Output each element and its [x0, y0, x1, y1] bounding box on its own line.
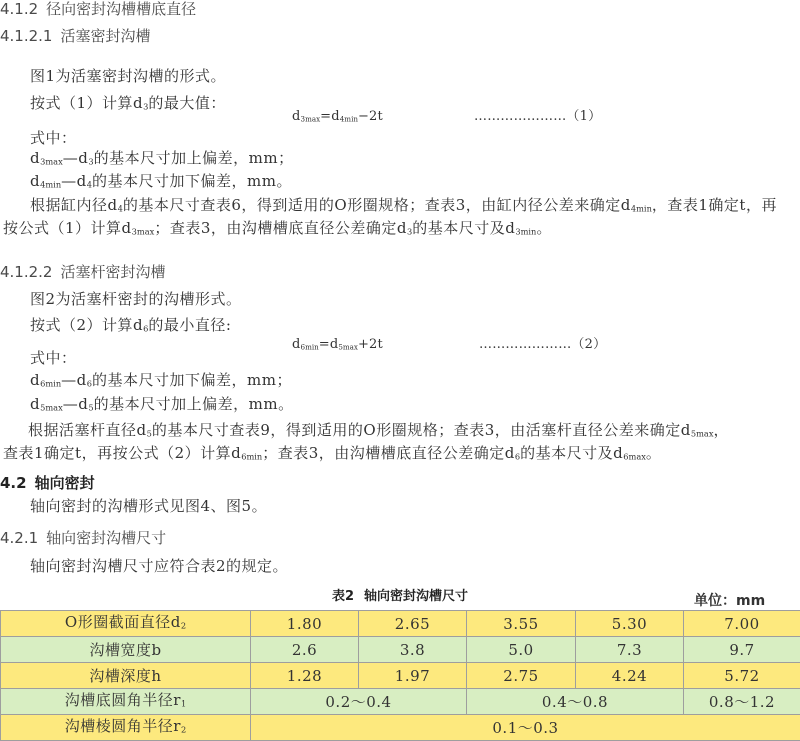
- table-cell: 7.3: [576, 637, 684, 663]
- subscript: 5max: [691, 429, 714, 439]
- subscript: 3: [407, 227, 412, 237]
- table-cell: 5.30: [576, 611, 684, 637]
- subscript: 4min: [340, 114, 358, 123]
- section-number: 4.1.2.2: [0, 263, 52, 281]
- table-cell: 9.7: [684, 637, 800, 663]
- section-heading-4-2: [0, 473, 95, 493]
- text-run: 沟槽深度h: [89, 667, 161, 685]
- where-label: 式中：: [30, 348, 77, 368]
- subscript: 4: [87, 180, 92, 190]
- subscript: 1: [181, 698, 186, 708]
- formula-1-number: …………………（1）: [474, 107, 601, 127]
- subscript: 3max: [132, 227, 155, 237]
- subscript: 5max: [338, 342, 358, 351]
- formula-2: [292, 335, 383, 357]
- row-label: [1, 611, 251, 637]
- paragraph-procedure-line-1: [30, 195, 777, 219]
- section-title: 轴向密封: [35, 474, 95, 492]
- text-run: 按式（1）计算d: [30, 94, 143, 112]
- section-heading-4-1-2-2: [0, 262, 166, 282]
- text-run: =d: [320, 109, 340, 124]
- subscript: 6: [515, 452, 520, 462]
- table-cell: 1.97: [359, 663, 467, 689]
- text-run: 的基本尺寸查表6，得到适用的O形圈规格；查表3，由缸内径公差来确定d: [123, 196, 631, 214]
- table-cell: 0.8～1.2: [684, 689, 800, 715]
- text-run: 根据活塞杆直径d: [28, 421, 147, 439]
- groove-dimension-table: [0, 610, 800, 741]
- table-cell: 2.75: [467, 663, 576, 689]
- paragraph-table-reference: 轴向密封沟槽尺寸应符合表2的规定。: [30, 556, 288, 576]
- paragraph-figure-1-intro: 图1为活塞密封沟槽的形式。: [30, 66, 226, 86]
- table-number: 表2: [332, 589, 354, 604]
- subscript: 3max: [301, 114, 321, 123]
- subscript: 3max: [40, 157, 63, 167]
- table-cell: 3.55: [467, 611, 576, 637]
- table-cell: 1.80: [251, 611, 359, 637]
- paragraph-procedure-line-1: [28, 420, 729, 444]
- text-run: 的基本尺寸加下偏差，mm。: [92, 172, 292, 190]
- text-run: 按公式（1）计算d: [3, 219, 132, 237]
- text-run: 的基本尺寸加上偏差，mm。: [94, 395, 294, 413]
- text-run: 根据缸内径d: [30, 196, 118, 214]
- text-run: d: [30, 149, 40, 167]
- section-number: 4.1.2: [0, 0, 38, 18]
- subscript: 6max: [623, 452, 646, 462]
- table-row-edge-fillet-radius: [1, 715, 800, 741]
- section-title: 轴向密封沟槽尺寸: [46, 529, 166, 547]
- subscript: 5max: [40, 403, 63, 413]
- definition-d4min: [30, 171, 292, 195]
- table-caption: [0, 588, 800, 606]
- paragraph-formula-2-instruction: [30, 315, 231, 339]
- text-run: d: [30, 172, 40, 190]
- subscript: 5: [88, 403, 93, 413]
- section-number: 4.2: [0, 474, 27, 492]
- table-row-groove-depth: [1, 663, 800, 689]
- section-number: 4.1.2.1: [0, 27, 52, 45]
- subscript: 6min: [241, 452, 262, 462]
- table-title: 轴向密封沟槽尺寸: [364, 589, 468, 604]
- section-heading-4-2-1: [0, 528, 166, 548]
- section-title: 活塞密封沟槽: [60, 27, 150, 45]
- section-heading-4-1-2: [0, 0, 196, 19]
- subscript: 6min: [40, 379, 61, 389]
- text-run: d: [30, 395, 40, 413]
- text-run: —d: [63, 149, 89, 167]
- definition-d5max: [30, 394, 294, 418]
- table-cell: 0.2～0.4: [251, 689, 467, 715]
- where-label: 式中：: [30, 128, 77, 148]
- text-run: 查表1确定t，再按公式（2）计算d: [3, 444, 241, 462]
- table-cell: 2.6: [251, 637, 359, 663]
- row-label: [1, 689, 251, 715]
- text-run: 的最大值：: [148, 94, 226, 112]
- text-run: d: [292, 109, 301, 124]
- section-number: 4.2.1: [0, 529, 38, 547]
- subscript: 3: [143, 102, 148, 112]
- table-row-oring-section-diameter: [1, 611, 800, 637]
- subscript: 4min: [40, 180, 61, 190]
- section-heading-4-1-2-1: [0, 26, 151, 46]
- text-run: 沟槽宽度b: [89, 641, 161, 659]
- text-run: 沟槽底圆角半径r: [65, 691, 181, 709]
- text-run: —d: [63, 395, 89, 413]
- definition-d6min: [30, 370, 292, 394]
- text-run: ；查表3，由沟槽槽底直径公差确定d: [154, 219, 407, 237]
- table-cell: 1.28: [251, 663, 359, 689]
- row-label: [1, 663, 251, 689]
- table-cell: 0.1～0.3: [251, 715, 800, 741]
- table-cell: 5.0: [467, 637, 576, 663]
- text-run: +2t: [358, 337, 383, 352]
- table-cell: 4.24: [576, 663, 684, 689]
- text-run: 沟槽棱圆角半径r: [65, 717, 181, 735]
- text-run: −2t: [358, 109, 383, 124]
- text-run: 按式（2）计算d: [30, 316, 143, 334]
- subscript: 6: [87, 379, 92, 389]
- subscript: 2: [181, 620, 186, 630]
- row-label: [1, 637, 251, 663]
- subscript: 5: [147, 429, 152, 439]
- paragraph-procedure-line-2: [3, 443, 661, 467]
- text-run: 的基本尺寸查表9，得到适用的O形圈规格；查表3，由活塞杆直径公差来确定d: [152, 421, 691, 439]
- text-run: d: [30, 371, 40, 389]
- table-row-groove-width: [1, 637, 800, 663]
- text-run: 的基本尺寸加下偏差，mm；: [92, 371, 292, 389]
- table-cell: 0.4～0.8: [467, 689, 684, 715]
- table-cell: 5.72: [684, 663, 800, 689]
- section-title: 活塞杆密封沟槽: [60, 263, 165, 281]
- table-row-bottom-fillet-radius: [1, 689, 800, 715]
- paragraph-axial-seal-intro: 轴向密封的沟槽形式见图4、图5。: [30, 496, 267, 516]
- subscript: 4min: [631, 204, 652, 214]
- subscript: 3min: [515, 227, 536, 237]
- text-run: ；查表3，由沟槽槽底直径公差确定d: [262, 444, 515, 462]
- text-run: 。: [536, 219, 552, 237]
- paragraph-formula-1-instruction: [30, 93, 226, 117]
- formula-1: [292, 107, 383, 129]
- text-run: 。: [646, 444, 662, 462]
- text-run: 的基本尺寸及d: [412, 219, 515, 237]
- subscript: 3: [88, 157, 93, 167]
- text-run: 的基本尺寸加上偏差，mm；: [94, 149, 294, 167]
- paragraph-figure-2-intro: 图2为活塞杆密封的沟槽形式。: [30, 289, 242, 309]
- text-run: ，: [714, 421, 730, 439]
- subscript: 6: [143, 324, 148, 334]
- table-cell: 7.00: [684, 611, 800, 637]
- table-cell: 2.65: [359, 611, 467, 637]
- paragraph-procedure-line-2: [3, 218, 552, 242]
- text-run: =d: [319, 337, 339, 352]
- text-run: —d: [61, 172, 87, 190]
- text-run: —d: [61, 371, 87, 389]
- text-run: ，查表1确定t，再: [652, 196, 777, 214]
- subscript: 4: [118, 204, 123, 214]
- text-run: 的基本尺寸及d: [520, 444, 623, 462]
- table-cell: 3.8: [359, 637, 467, 663]
- text-run: 的最小直径:: [148, 316, 231, 334]
- text-run: d: [292, 337, 301, 352]
- definition-d3max: [30, 148, 294, 172]
- table-unit: 单位：mm: [694, 591, 765, 611]
- table-body: [1, 611, 800, 741]
- section-title: 径向密封沟槽槽底直径: [46, 0, 196, 18]
- formula-2-number: …………………（2）: [479, 335, 606, 355]
- row-label: [1, 715, 251, 741]
- subscript: 6min: [301, 342, 319, 351]
- subscript: 2: [181, 724, 186, 734]
- text-run: O形圈截面直径d: [65, 613, 181, 631]
